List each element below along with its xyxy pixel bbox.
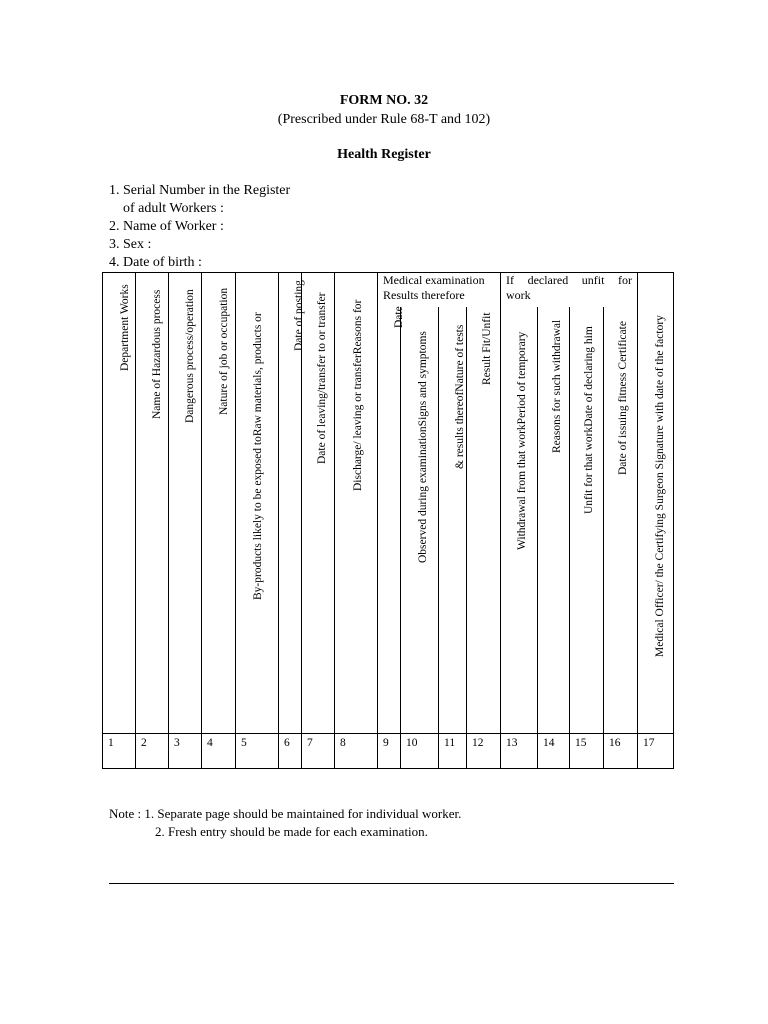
column-header-15: Unfit for that workDate of declaring him bbox=[583, 326, 595, 514]
column-header-13: Withdrawal from that workPeriod of temporary bbox=[516, 331, 528, 550]
form-subtitle: (Prescribed under Rule 68-T and 102) bbox=[277, 112, 491, 127]
field-date-of-birth: 4. Date of birth : bbox=[109, 255, 202, 270]
column-header-5: By-products likely to be exposed toRaw materials, products or bbox=[252, 312, 264, 600]
field-sex: 3. Sex : bbox=[109, 237, 152, 252]
column-number-4: 4 bbox=[207, 737, 213, 749]
note-line-2: 2. Fresh entry should be made for each examination. bbox=[155, 824, 428, 839]
column-number-9: 9 bbox=[383, 737, 389, 749]
column-number-1: 1 bbox=[108, 737, 114, 749]
column-header-17: Medical Officer/ the Certifying Surgeon Signature with date of the factory bbox=[654, 315, 666, 657]
group-header-declared-unfit: If declared unfit for work bbox=[506, 273, 632, 302]
column-number-15: 15 bbox=[575, 737, 587, 749]
column-header-14: Reasons for such withdrawal bbox=[551, 319, 563, 453]
note-line-1: Note : 1. Separate page should be maintained for individual worker. bbox=[109, 806, 462, 821]
column-number-6: 6 bbox=[284, 737, 290, 749]
column-header-8: Discharge/ leaving or transferReasons for bbox=[352, 299, 364, 491]
health-register-table bbox=[102, 272, 674, 769]
table-bottom-border bbox=[102, 768, 674, 769]
group-header-medical-examination: Medical examination Results therefore bbox=[383, 273, 485, 302]
column-number-17: 17 bbox=[643, 737, 655, 749]
column-header-10: Observed during examinationSigns and symptoms bbox=[417, 331, 429, 563]
column-header-2: Name of Hazardous process bbox=[151, 289, 163, 419]
column-number-7: 7 bbox=[307, 737, 313, 749]
form-title: FORM NO. 32 bbox=[339, 93, 429, 108]
table-number-row-border bbox=[102, 733, 674, 734]
field-name-of-worker: 2. Name of Worker : bbox=[109, 219, 224, 234]
column-number-8: 8 bbox=[340, 737, 346, 749]
column-number-10: 10 bbox=[406, 737, 418, 749]
register-heading: Health Register bbox=[337, 147, 431, 162]
column-number-5: 5 bbox=[241, 737, 247, 749]
column-header-11: & results thereofNature of tests bbox=[454, 324, 466, 469]
column-number-14: 14 bbox=[543, 737, 555, 749]
column-header-6: Date of posting bbox=[293, 280, 305, 351]
column-number-12: 12 bbox=[472, 737, 484, 749]
column-header-9: Date bbox=[393, 306, 405, 328]
column-header-3: Dangerous process/operation bbox=[184, 289, 196, 423]
bottom-divider bbox=[109, 883, 674, 884]
column-header-4: Nature of job or occupation bbox=[218, 287, 230, 415]
column-header-12: Result Fit/Unfit bbox=[481, 312, 493, 385]
column-number-13: 13 bbox=[506, 737, 518, 749]
column-number-2: 2 bbox=[141, 737, 147, 749]
column-number-3: 3 bbox=[174, 737, 180, 749]
column-header-7: Date of leaving/transfer to or transfer bbox=[316, 292, 328, 464]
column-number-16: 16 bbox=[609, 737, 621, 749]
column-number-11: 11 bbox=[444, 737, 456, 749]
column-header-16: Date of issuing fitness Certificate bbox=[617, 321, 629, 475]
column-header-1: Department Works bbox=[119, 284, 131, 371]
field-serial-number-cont: of adult Workers : bbox=[123, 201, 224, 216]
field-serial-number: 1. Serial Number in the Register bbox=[109, 183, 291, 198]
